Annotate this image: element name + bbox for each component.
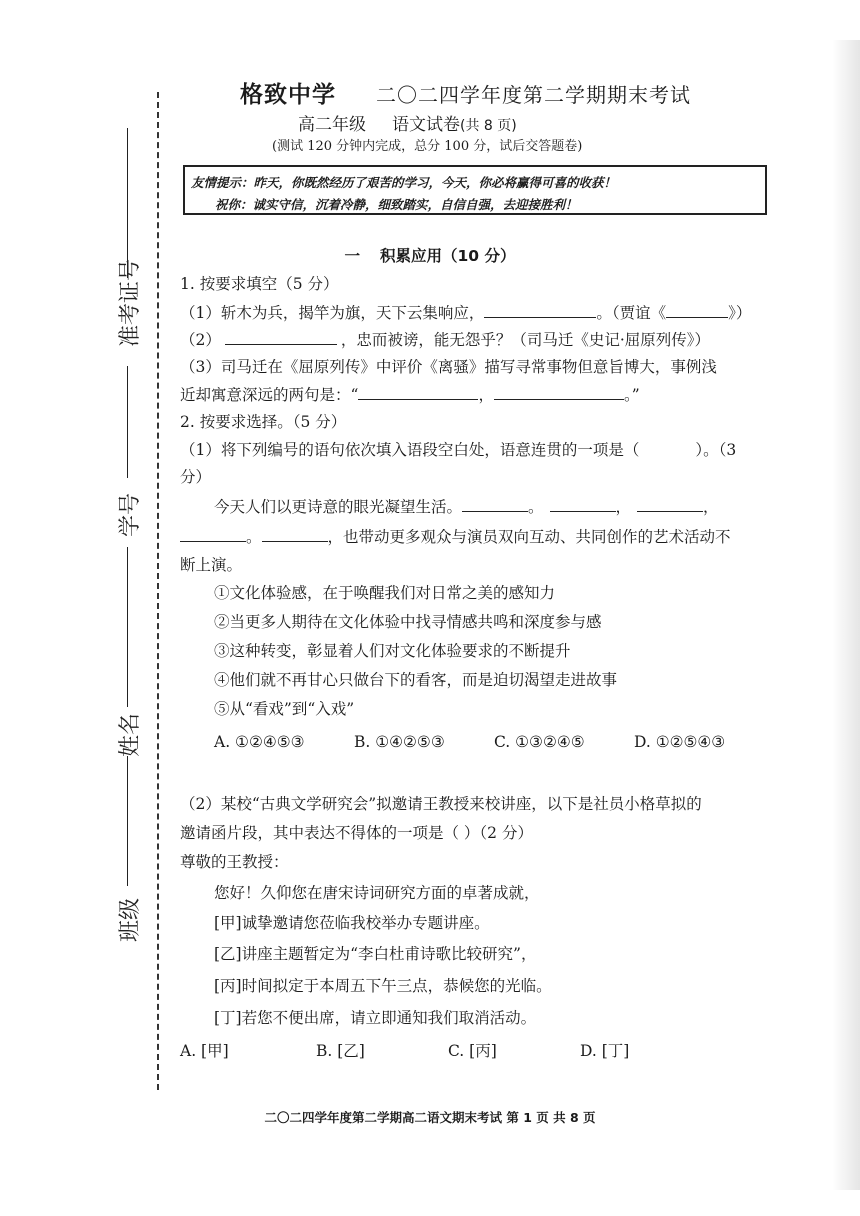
letter-line-jia: [甲]诚挚邀请您莅临我校举办专题讲座。 xyxy=(214,914,490,932)
q1-stem: 1. 按要求填空（5 分） xyxy=(180,275,339,293)
q2-stem: 2. 按要求选择。（5 分） xyxy=(180,413,347,431)
name-label: 姓名 xyxy=(118,712,143,757)
section-number: 一 xyxy=(344,247,361,265)
q1-part2-label: （2） xyxy=(180,331,221,349)
tip-line-2: 祝你：诚实守信，沉着冷静，细致踏实，自信自强，去迎接胜利！ xyxy=(215,197,578,212)
letter-line-bing: [丙]时间拟定于本周五下午三点，恭候您的光临。 xyxy=(214,977,552,995)
name-blank[interactable] xyxy=(127,756,128,886)
exam-title-row xyxy=(240,76,691,109)
q2-sub2-option-b[interactable]: B. [乙] xyxy=(316,1042,365,1060)
passage-blank-2[interactable] xyxy=(550,497,616,512)
school-name: 格致中学 xyxy=(240,82,336,108)
letter-line-1: 您好！久仰您在唐宋诗词研究方面的卓著成就， xyxy=(214,884,540,902)
passage-blank-5[interactable] xyxy=(262,527,328,542)
passage-blank-4[interactable] xyxy=(180,527,246,542)
q1-part3-line1: （3）司马迁在《屈原列传》中评价《离骚》描写寻常事物但意旨博大，事例浅 xyxy=(180,358,717,376)
exam-no-label: 准考证号 xyxy=(118,258,143,347)
student-no-blank[interactable] xyxy=(127,547,128,707)
tip-line-1: 友情提示：昨天，你既然经历了艰苦的学习，今天，你必将赢得可喜的收获！ xyxy=(191,175,617,190)
q2-sub2-line1: （2）某校“古典文学研究会”拟邀请王教授来校讲座，以下是社员小格草拟的 xyxy=(180,795,702,813)
q2-sub1-option-a[interactable]: A. ①②④⑤③ xyxy=(214,733,305,751)
q1-part3-text: 近却寓意深远的两句是：“ xyxy=(180,386,359,404)
passage-line3: 断上演。 xyxy=(180,556,243,574)
page-footer: 二〇二四学年度第二学期高二语文期末考试 第 1 页 共 8 页 xyxy=(264,1110,596,1125)
q1-part2-text: ，忠而被谤，能无怨乎？（司马迁《史记·屈原列传》） xyxy=(340,331,711,349)
q2-sub1-option-d[interactable]: D. ①②⑤④③ xyxy=(634,733,726,751)
passage-text-1: 今天人们以更诗意的眼光凝望生活。 xyxy=(214,498,463,516)
q2-sub2-line2: 邀请函片段，其中表达不得体的一项是（ ）（2 分） xyxy=(180,824,533,842)
q2-sub2-option-d[interactable]: D. [丁] xyxy=(580,1042,630,1060)
letter-greeting: 尊敬的王教授： xyxy=(180,853,289,871)
q2-sub1-option-c[interactable]: C. ①③②④⑤ xyxy=(494,733,585,751)
exam-title: 二〇二四学年度第二学期期末考试 xyxy=(376,83,691,107)
exam-no-blank-lower[interactable] xyxy=(127,366,128,478)
passage-line1 xyxy=(214,497,719,517)
friendly-tip-box xyxy=(183,165,767,215)
q1-part2 xyxy=(180,330,710,350)
q2-sub1-line1 xyxy=(180,441,736,460)
q1-part3-line2 xyxy=(180,385,640,405)
passage-line2 xyxy=(180,527,731,547)
q1-part1 xyxy=(180,303,751,323)
q2-sub1-option-b[interactable]: B. ①④②⑤③ xyxy=(354,733,445,751)
q2-sub2-option-a[interactable]: A. [甲] xyxy=(180,1042,229,1060)
binding-dashed-line xyxy=(157,92,159,1090)
sentence-item-2: ②当更多人期待在文化体验中找寻情感共鸣和深度参与感 xyxy=(214,613,602,631)
sentence-item-4: ④他们就不再甘心只做台下的看客，而是迫切渴望走进故事 xyxy=(214,671,618,689)
q1-part1-close: 》） xyxy=(728,304,752,322)
section-heading xyxy=(0,244,860,266)
exam-subtitle xyxy=(298,110,517,135)
section-title: 积累应用（10 分） xyxy=(380,247,516,265)
class-label: 班级 xyxy=(118,897,143,942)
student-no-label: 学号 xyxy=(118,492,143,537)
q2-sub2-option-c[interactable]: C. [丙] xyxy=(448,1042,497,1060)
q1-part3-comma: ， xyxy=(478,386,494,404)
sentence-item-1: ①文化体验感，在于唤醒我们对日常之美的感知力 xyxy=(214,584,556,602)
passage-punct-1: 。 xyxy=(528,498,544,516)
passage-text-2: ，也带动更多观众与演员双向互动、共同创作的艺术活动不 xyxy=(327,528,731,546)
passage-punct-3: ， xyxy=(703,498,719,516)
q1-part1-text: （1）斩木为兵，揭竿为旗，天下云集响应， xyxy=(180,304,485,322)
q2-sub1-score: ）。（3 xyxy=(695,441,737,459)
passage-punct-4: 。 xyxy=(246,528,262,546)
letter-line-ding: [丁]若您不便出席，请立即通知我们取消活动。 xyxy=(214,1009,537,1027)
q1-part3-close: 。” xyxy=(623,386,640,404)
q1-part1-source: 。（贾谊《 xyxy=(596,304,667,322)
passage-blank-3[interactable] xyxy=(637,497,703,512)
q1-part1-title-blank[interactable] xyxy=(666,303,728,318)
scan-edge-shadow xyxy=(832,40,860,1190)
letter-line-yi: [乙]讲座主题暂定为“李白杜甫诗歌比较研究”， xyxy=(214,945,537,963)
q1-part3-blank-2[interactable] xyxy=(494,385,624,400)
q2-sub1-line2: 分） xyxy=(180,468,212,486)
q1-part2-answer-blank[interactable] xyxy=(225,330,337,345)
q1-part1-answer-blank[interactable] xyxy=(484,303,596,318)
q1-part3-blank-1[interactable] xyxy=(358,385,478,400)
exam-note: (测试 120 分钟内完成，总分 100 分，试后交答题卷) xyxy=(272,139,583,154)
grade: 高二年级 xyxy=(298,115,366,135)
page-count: (共 8 页) xyxy=(460,118,517,134)
sentence-item-5: ⑤从“看戏”到“入戏” xyxy=(214,700,355,718)
sentence-item-3: ③这种转变，彰显着人们对文化体验要求的不断提升 xyxy=(214,642,571,660)
passage-blank-1[interactable] xyxy=(462,497,528,512)
q2-sub1-text: （1）将下列编号的语句依次填入语段空白处，语意连贯的一项是（ xyxy=(180,441,640,459)
subject: 语文试卷 xyxy=(392,115,460,135)
passage-punct-2: ， xyxy=(615,498,632,516)
